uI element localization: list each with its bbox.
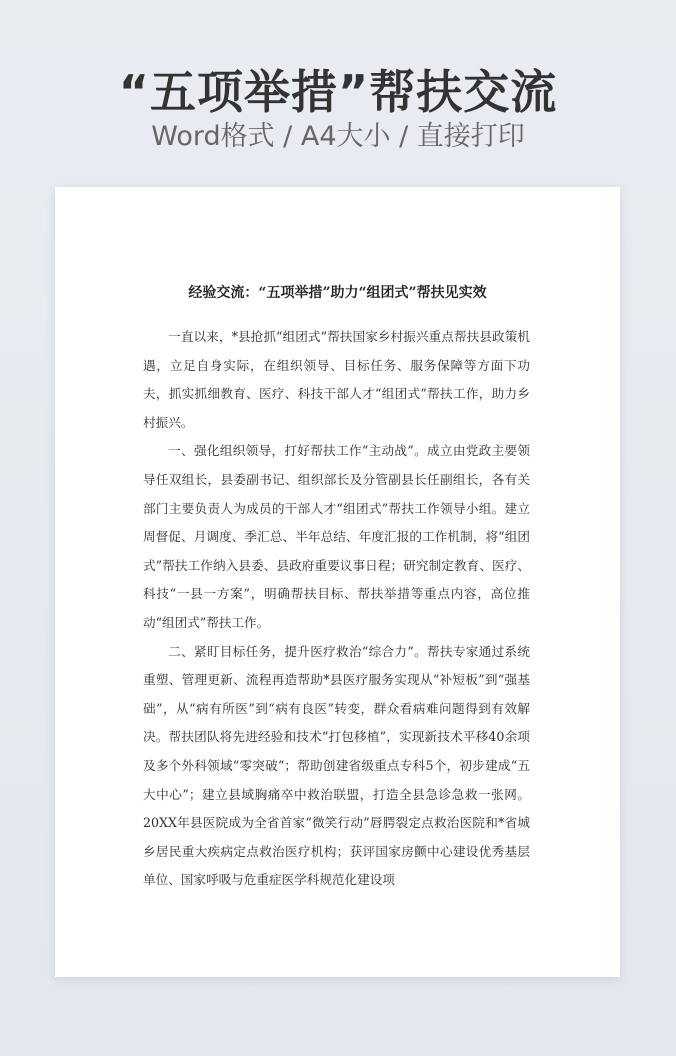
paragraph-medical: 二、紧盯目标任务，提升医疗救治“综合力”。帮扶专家通过系统重塑、管理更新、流程再造帮助*县医疗服务实现从“补短板”到“强基础”，从“病有所医”到“病有良医”转变，群众看病难问题得到有效解决。帮扶团队将先进经验和技术“打包移植”，实现新技术平移40余项及多个外科领域“零突破”；帮助创建省级重点专科5个，初步建成“五大中心”；建立县域胸痛卒中救治联盟，打造全县急诊急救一张网。20XX年县医院成为全省首家“微笑行动”唇腭裂定点救治医院和*省城乡居民重大疾病定点救治医疗机构；获评国家房颤中心建设优秀基层单位、国家呼吸与危重症医学科规范化建设项	[143, 643, 530, 888]
document-body	[143, 323, 530, 895]
banner-title: “五项举措”帮扶交流	[118, 65, 558, 119]
document-title: 经验交流：“五项举措”助力“组团式”帮扶见实效	[188, 285, 487, 301]
paragraph-intro: 一直以来，*县抢抓“组团式”帮扶国家乡村振兴重点帮扶县政策机遇，立足自身实际，在组织领导、目标任务、服务保障等方面下功夫，抓实抓细教育、医疗、科技干部人才“组团式”帮扶工作，助力乡村振兴。	[143, 329, 530, 430]
banner-subtitle: Word格式 / A4大小 / 直接打印	[151, 121, 525, 152]
document-page	[55, 187, 620, 977]
paragraph-organization: 一、强化组织领导，打好帮扶工作“主动战”。成立由党政主要领导任双组长，县委副书记、组织部长及分管副县长任副组长，各有关部门主要负责人为成员的干部人才“组团式”帮扶工作领导小组。建立周督促、月调度、季汇总、半年总结、年度汇报的工作机制，将“组团式”帮扶工作纳入县委、县政府重要议事日程；研究制定教育、医疗、科技“一县一方案”，明确帮扶目标、帮扶举措等重点内容，高位推动“组团式”帮扶工作。	[143, 443, 530, 630]
